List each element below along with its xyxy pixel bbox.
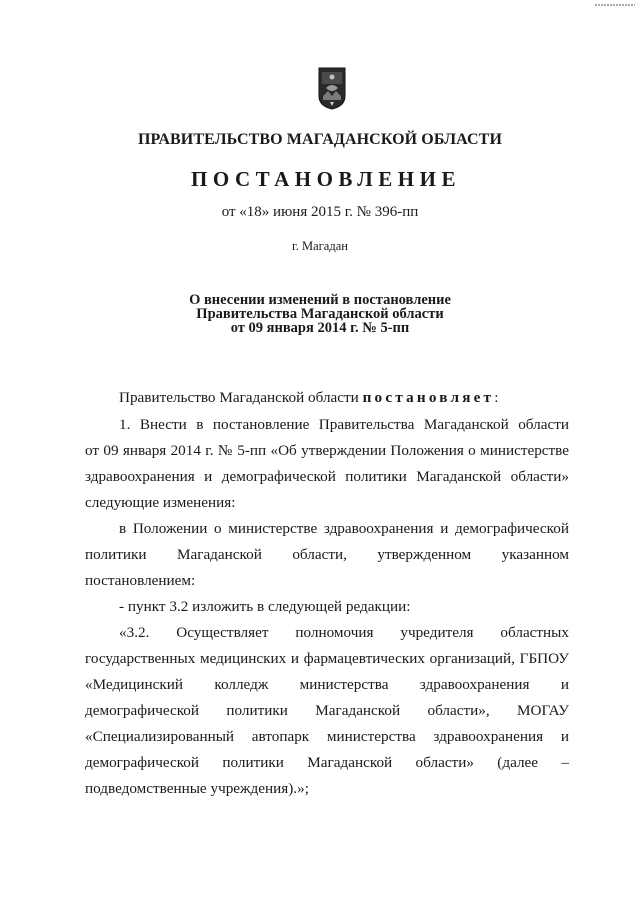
document-city: г. Магадан: [292, 239, 348, 253]
paragraph-line: постановлением:: [85, 572, 196, 589]
paragraph-line: здравоохранения и демографической политики Магаданской области»: [85, 468, 569, 485]
subject-line: О внесении изменений в постановление: [189, 292, 451, 308]
paragraph-line: демографической политики Магаданской области» (далее –: [85, 754, 569, 771]
document-date-number: от «18» июня 2015 г. № 396-пп: [221, 204, 419, 220]
decree-word: постановляет: [362, 389, 495, 406]
document-subject: [0, 293, 640, 335]
paragraph-line: 1. Внести в постановление Правительства Магаданской области: [119, 416, 569, 433]
paragraph-line: демографической политики Магаданской области», МОГАУ: [85, 702, 569, 719]
paragraph-line: государственных медицинских и фармацевтических организаций, ГБПОУ: [85, 650, 569, 667]
paragraph-line: от 09 января 2014 г. № 5-пп «Об утверждении Положения о министерстве: [85, 442, 569, 459]
government-title: ПРАВИТЕЛЬСТВО МАГАДАНСКОЙ ОБЛАСТИ: [137, 131, 502, 148]
scan-corner-mark: [595, 2, 635, 8]
paragraph-line: «Специализированный автопарк министерства здравоохранения и: [85, 728, 569, 745]
coat-of-arms-icon: [317, 66, 347, 110]
preamble-colon: :: [494, 389, 499, 406]
paragraph-line: подведомственные учреждения).»;: [85, 780, 309, 797]
preamble: [119, 387, 498, 409]
subject-line: от 09 января 2014 г. № 5-пп: [230, 320, 410, 336]
paragraph-line: следующие изменения:: [85, 494, 236, 511]
paragraph-line: политики Магаданской области, утвержденном указанном: [85, 546, 569, 563]
paragraph-line: «Медицинский колледж министерства здравоохранения и: [85, 676, 569, 693]
paragraph-line: «3.2. Осуществляет полномочия учредителя областных: [119, 624, 569, 641]
paragraph-line: - пункт 3.2 изложить в следующей редакции:: [119, 598, 411, 615]
subject-line: Правительства Магаданской области: [196, 306, 444, 322]
preamble-text: Правительство Магаданской области: [119, 389, 359, 406]
document-type: ПОСТАНОВЛЕНИЕ: [191, 167, 461, 191]
paragraph-line: в Положении о министерстве здравоохранения и демографической: [119, 520, 569, 537]
